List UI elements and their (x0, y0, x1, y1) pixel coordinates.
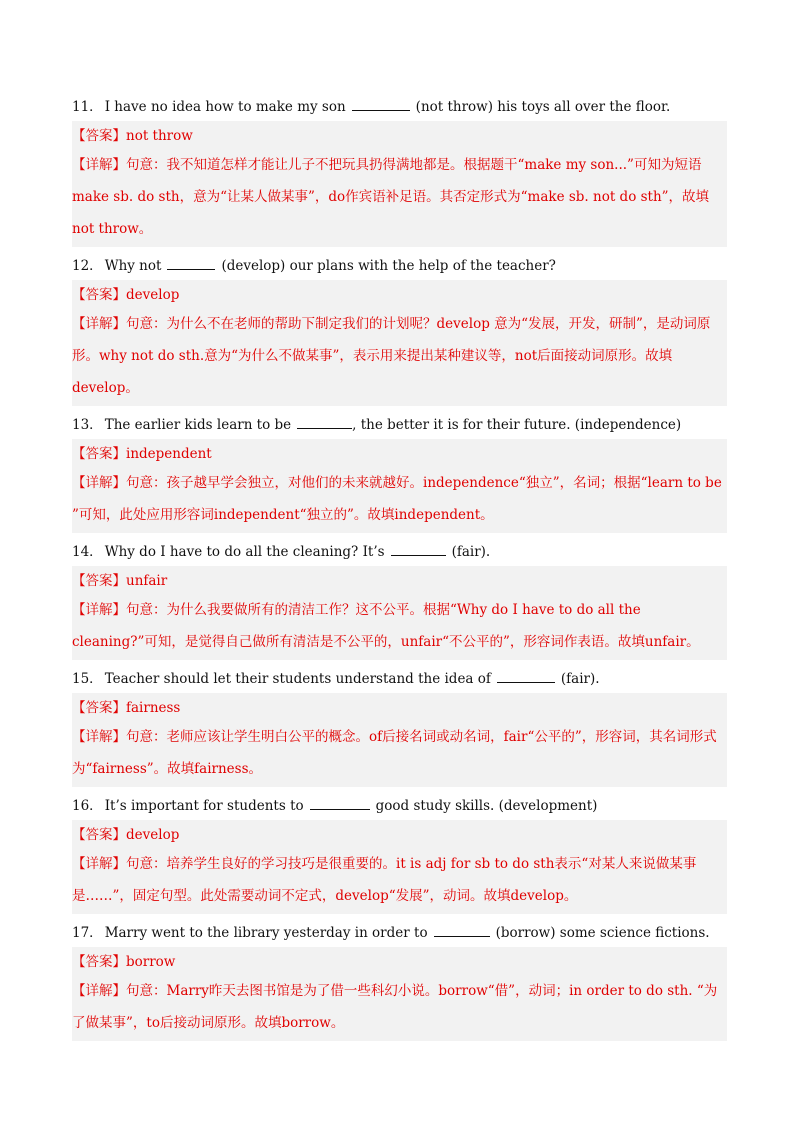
question-stem-before: It’s important for students to (104, 798, 304, 814)
answer-tag: 【答案】 (72, 827, 126, 843)
answer-line (72, 566, 727, 594)
explanation-text: 句意：孩子越早学会独立，对他们的未来就越好。independence“独立”，名词；根据“learn to be ”可知，此处应用形容词independent“独立的”。故填independent。 (72, 475, 722, 523)
answer-tag: 【答案】 (72, 446, 126, 462)
question-text (72, 533, 727, 566)
question-text (72, 406, 727, 439)
explanation-text: 句意：我不知道怎样才能让儿子不把玩具扔得满地都是。根据题干“make my son...”可知为短语make sb. do sth，意为“让某人做某事”，do作宾语补足语。其否定形式为“make sb. not do sth”，故填not throw。 (72, 157, 710, 237)
question-stem-after: (fair). (560, 671, 600, 687)
answer-blank (497, 668, 555, 683)
question-number: 16． (72, 798, 103, 814)
answer-line (72, 820, 727, 848)
explanation-tag: 【详解】 (72, 983, 126, 999)
question-number: 14． (72, 544, 103, 560)
question-number: 11． (72, 99, 103, 115)
explanation-line (72, 467, 727, 533)
question-stem-after: (not throw) his toys all over the floor. (415, 99, 671, 115)
document-page (72, 88, 727, 1041)
question-number: 13． (72, 417, 103, 433)
explanation-tag: 【详解】 (72, 602, 126, 618)
answer-tag: 【答案】 (72, 954, 126, 970)
answer-text: develop (126, 827, 180, 843)
question-number: 15． (72, 671, 103, 687)
question-text (72, 787, 727, 820)
question-stem-before: Why do I have to do all the cleaning? It’s (104, 544, 385, 560)
explanation-text: 句意：Marry昨天去图书馆是为了借一些科幻小说。borrow“借”，动词；in order to do sth. “为了做某事”，to后接动词原形。故填borrow。 (72, 983, 718, 1031)
answer-blank (297, 414, 352, 429)
explanation-line (72, 149, 727, 247)
answer-blank (310, 795, 370, 810)
question-stem-after: (fair). (451, 544, 491, 560)
answer-line (72, 693, 727, 721)
question-stem-after: good study skills. (development) (375, 798, 598, 814)
question-item (72, 660, 727, 787)
question-stem-before: I have no idea how to make my son (104, 99, 346, 115)
answer-block (72, 820, 727, 914)
answer-block (72, 566, 727, 660)
explanation-line (72, 975, 727, 1041)
explanation-tag: 【详解】 (72, 157, 126, 173)
answer-block (72, 121, 727, 247)
answer-line (72, 439, 727, 467)
answer-tag: 【答案】 (72, 287, 126, 303)
question-stem-after: (borrow) some science fictions. (495, 925, 710, 941)
answer-line (72, 121, 727, 149)
explanation-line (72, 594, 727, 660)
question-item (72, 247, 727, 406)
answer-blank (434, 922, 490, 937)
explanation-tag: 【详解】 (72, 475, 126, 491)
question-text (72, 88, 727, 121)
question-stem-before: The earlier kids learn to be (104, 417, 292, 433)
answer-tag: 【答案】 (72, 573, 126, 589)
explanation-line (72, 721, 727, 787)
answer-tag: 【答案】 (72, 128, 126, 144)
question-item (72, 533, 727, 660)
question-stem-after: (develop) our plans with the help of the teacher? (221, 258, 556, 274)
answer-text: not throw (126, 128, 193, 144)
question-text (72, 660, 727, 693)
question-text (72, 247, 727, 280)
question-stem-before: Marry went to the library yesterday in order to (104, 925, 428, 941)
answer-blank (167, 255, 215, 270)
answer-block (72, 280, 727, 406)
question-stem-after: , the better it is for their future. (independence) (352, 417, 682, 433)
explanation-text: 句意：培养学生良好的学习技巧是很重要的。it is adj for sb to do sth表示“对某人来说做某事是……”，固定句型。此处需要动词不定式，develop“发展”，动词。故填develop。 (72, 856, 697, 904)
question-item (72, 88, 727, 247)
answer-block (72, 439, 727, 533)
question-number: 12． (72, 258, 103, 274)
question-stem-before: Teacher should let their students understand the idea of (104, 671, 491, 687)
answer-text: develop (126, 287, 180, 303)
explanation-tag: 【详解】 (72, 856, 126, 872)
answer-text: independent (126, 446, 212, 462)
question-stem-before: Why not (104, 258, 162, 274)
explanation-tag: 【详解】 (72, 316, 126, 332)
answer-text: unfair (126, 573, 168, 589)
explanation-text: 句意：老师应该让学生明白公平的概念。of后接名词或动名词，fair“公平的”，形容词，其名词形式为“fairness”。故填fairness。 (72, 729, 717, 777)
explanation-text: 句意：为什么我要做所有的清洁工作？这不公平。根据“Why do I have to do all the cleaning?”可知，是觉得自己做所有清洁是不公平的，unfair“不公平的”，形容词作表语。故填unfair。 (72, 602, 700, 650)
question-item (72, 914, 727, 1041)
answer-line (72, 280, 727, 308)
answer-blank (352, 96, 410, 111)
answer-block (72, 693, 727, 787)
answer-blank (391, 541, 446, 556)
answer-tag: 【答案】 (72, 700, 126, 716)
explanation-line (72, 848, 727, 914)
answer-text: fairness (126, 700, 181, 716)
question-text (72, 914, 727, 947)
question-number: 17． (72, 925, 103, 941)
answer-text: borrow (126, 954, 176, 970)
answer-line (72, 947, 727, 975)
question-item (72, 406, 727, 533)
explanation-line (72, 308, 727, 406)
explanation-text: 句意：为什么不在老师的帮助下制定我们的计划呢？develop 意为“发展，开发，研制”，是动词原形。why not do sth.意为“为什么不做某事”，表示用来提出某种建议等，not后面接动词原形。故填develop。 (72, 316, 711, 396)
question-item (72, 787, 727, 914)
answer-block (72, 947, 727, 1041)
explanation-tag: 【详解】 (72, 729, 126, 745)
